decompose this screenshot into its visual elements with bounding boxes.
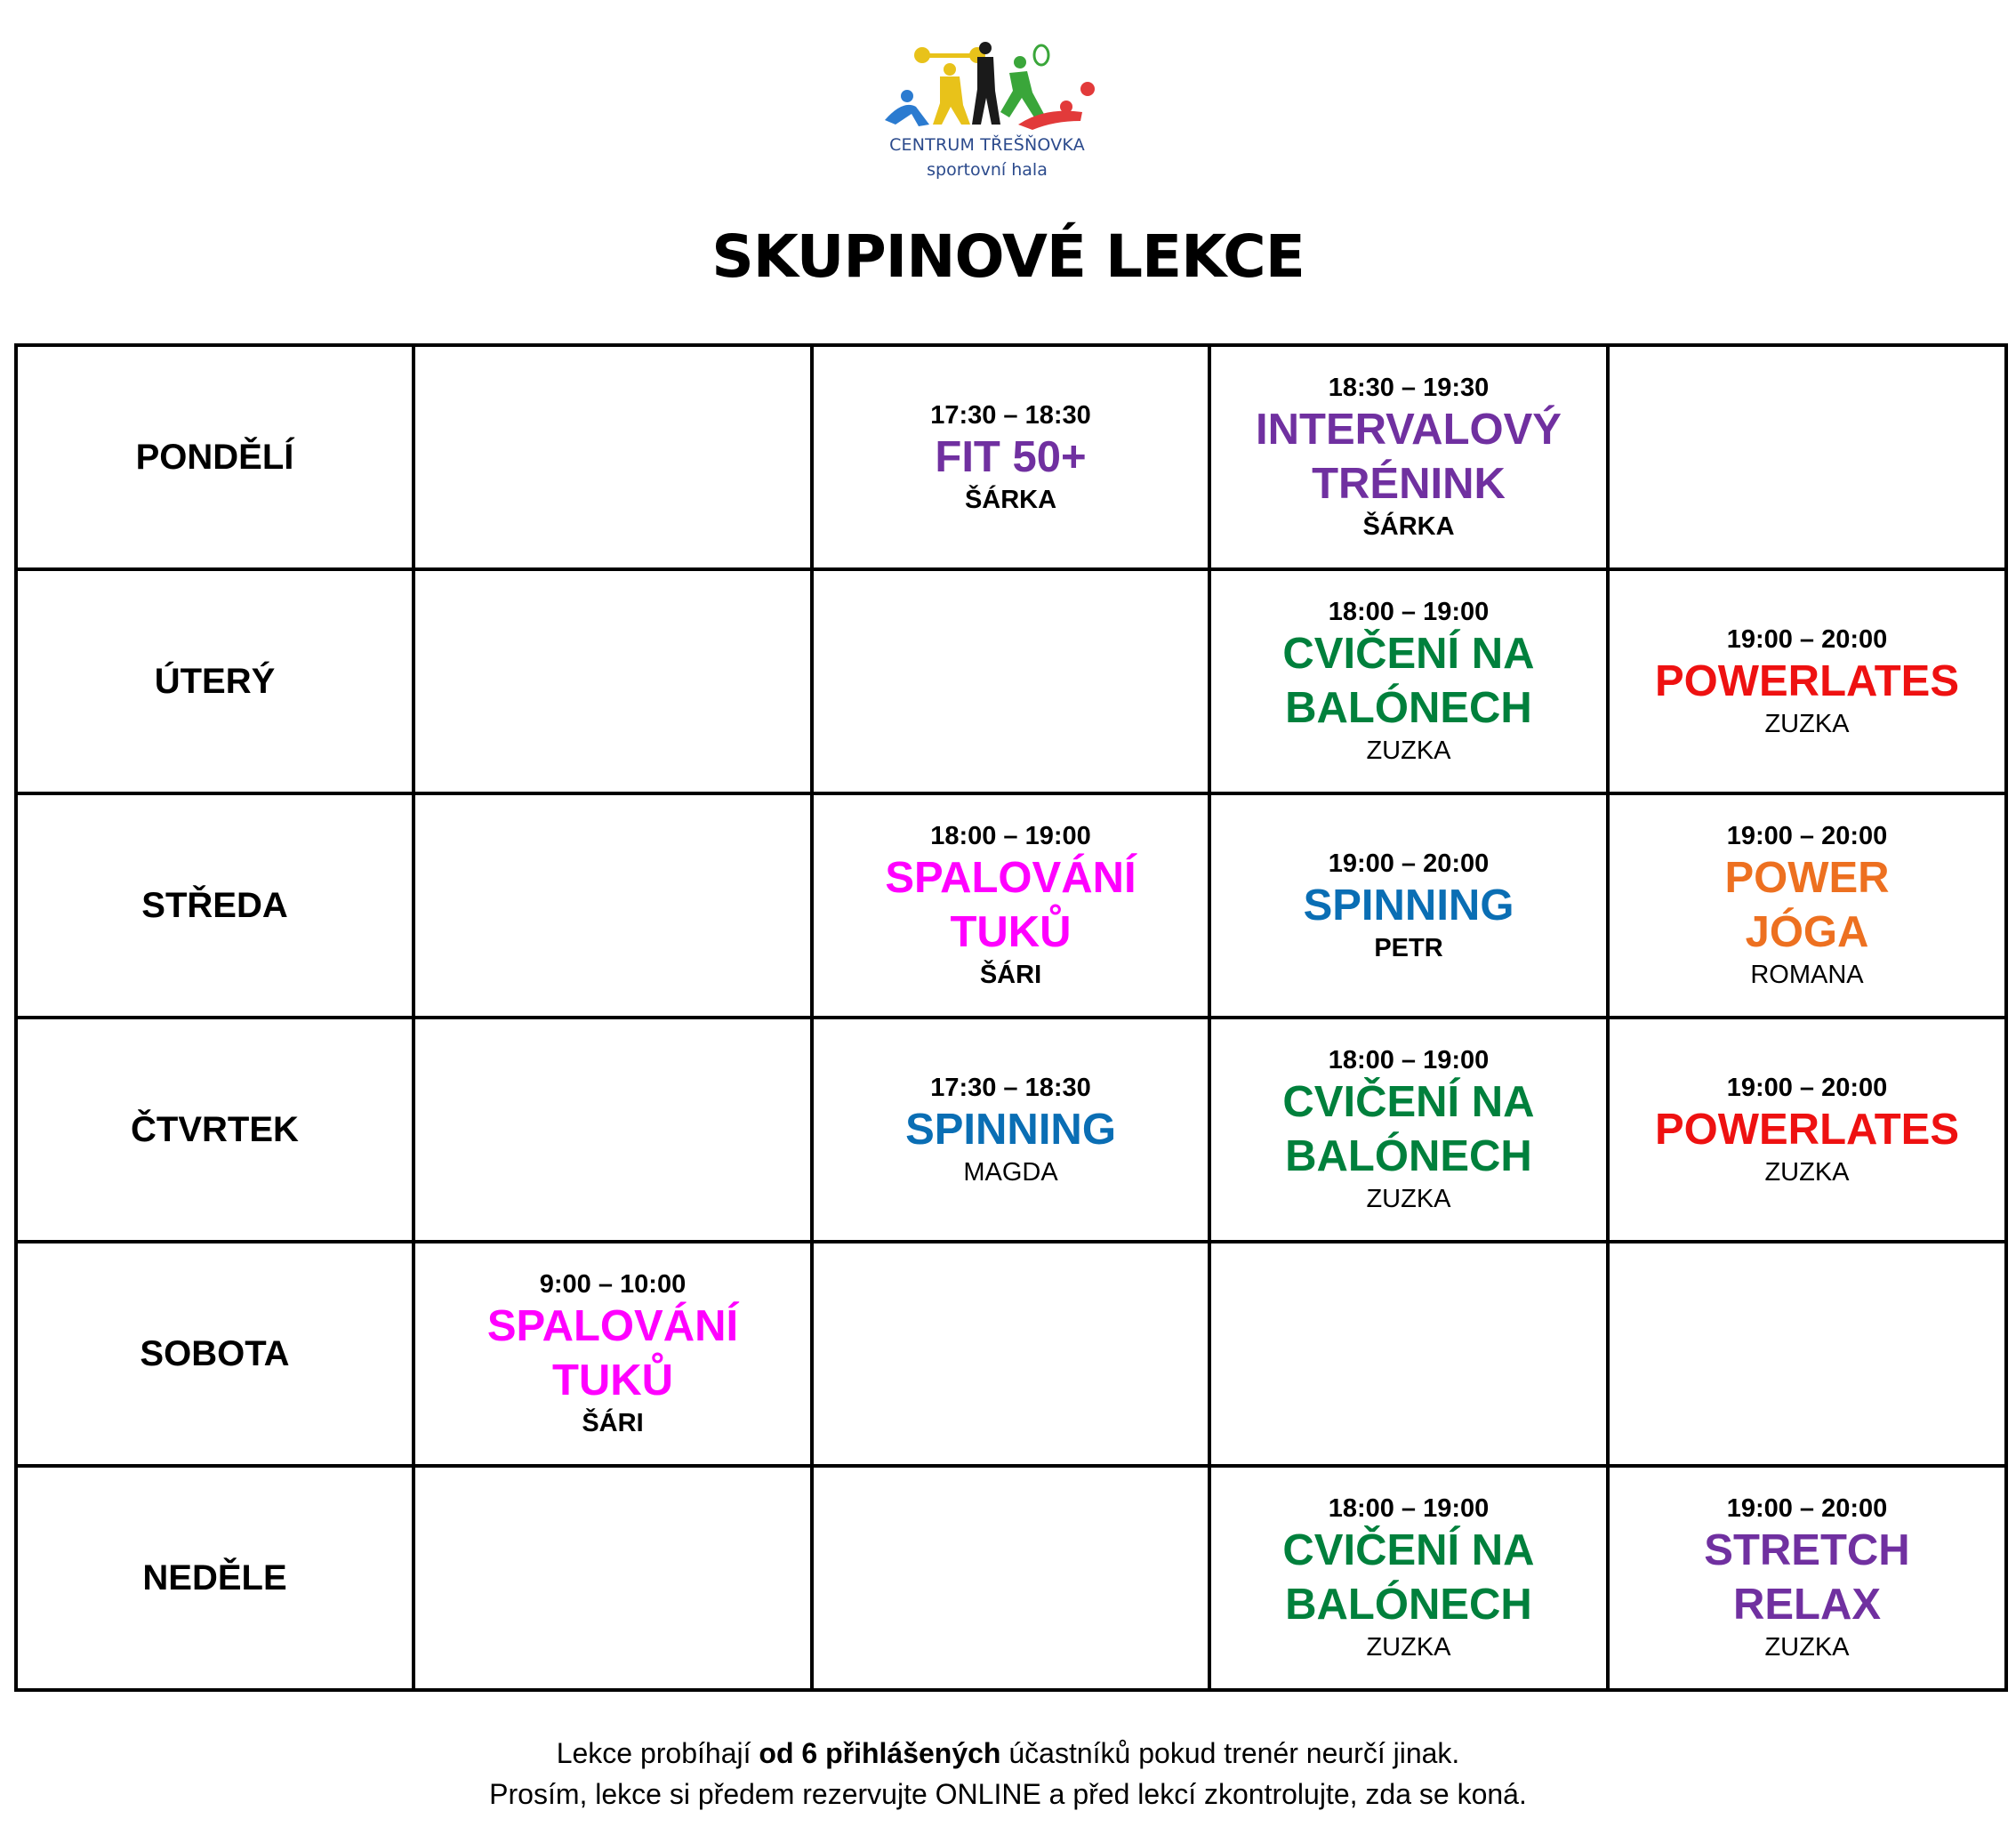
day-label: PONDĚLÍ bbox=[16, 345, 414, 569]
day-label: NEDĚLE bbox=[16, 1466, 414, 1690]
lesson-name: SPALOVÁNÍ bbox=[486, 1302, 739, 1350]
lesson-name: CVIČENÍ NA bbox=[1282, 1078, 1535, 1126]
schedule-row bbox=[16, 1466, 2006, 1690]
lesson-trainer: MAGDA bbox=[963, 1157, 1058, 1187]
lesson-name: BALÓNECH bbox=[1285, 684, 1532, 732]
lesson-name: SPALOVÁNÍ bbox=[885, 854, 1137, 902]
page-title: SKUPINOVÉ LEKCE bbox=[711, 222, 1305, 291]
footer-line-2: Prosím, lekce si předem rezervujte ONLINE a před lekcí zkontrolujte, zda se koná. bbox=[489, 1778, 1527, 1810]
lesson-name: POWER bbox=[1724, 854, 1890, 902]
lesson-trainer: ZUZKA bbox=[1764, 1633, 1850, 1662]
empty-slot bbox=[1608, 1242, 2006, 1466]
lesson-cell bbox=[1209, 1018, 1608, 1242]
schedule-row bbox=[16, 569, 2006, 793]
day-label: ČTVRTEK bbox=[16, 1018, 414, 1242]
lesson-name: RELAX bbox=[1732, 1581, 1882, 1629]
empty-slot bbox=[414, 345, 812, 569]
day-label: STŘEDA bbox=[16, 793, 414, 1018]
empty-slot bbox=[414, 1018, 812, 1242]
lesson-time: 19:00 – 20:00 bbox=[1726, 1494, 1888, 1523]
lesson-cell bbox=[1209, 569, 1608, 793]
lesson-time: 19:00 – 20:00 bbox=[1726, 822, 1888, 850]
lesson-cell bbox=[1608, 1466, 2006, 1690]
lesson-cell bbox=[1608, 793, 2006, 1018]
lesson-time: 9:00 – 10:00 bbox=[539, 1270, 687, 1299]
lesson-trainer: PETR bbox=[1374, 933, 1443, 962]
lesson-cell bbox=[414, 1242, 812, 1466]
lesson-cell bbox=[812, 1018, 1209, 1242]
lesson-cell bbox=[1608, 569, 2006, 793]
empty-slot bbox=[812, 569, 1209, 793]
empty-slot bbox=[1209, 1242, 1608, 1466]
athletes-logo-icon bbox=[876, 36, 1098, 135]
lesson-time: 18:00 – 19:00 bbox=[1328, 1494, 1490, 1523]
lesson-name: FIT 50+ bbox=[935, 432, 1087, 481]
lesson-trainer: ZUZKA bbox=[1366, 1185, 1451, 1213]
schedule-table bbox=[14, 343, 2008, 1692]
empty-slot bbox=[812, 1242, 1209, 1466]
lesson-name: SPINNING bbox=[1303, 881, 1514, 930]
lesson-name: POWERLATES bbox=[1654, 1105, 1960, 1154]
lesson-time: 18:00 – 19:00 bbox=[1328, 1046, 1490, 1074]
lesson-name: INTERVALOVÝ bbox=[1256, 406, 1562, 454]
schedule-row bbox=[16, 345, 2006, 569]
lesson-time: 17:30 – 18:30 bbox=[930, 400, 1091, 430]
lesson-cell bbox=[812, 345, 1209, 569]
lesson-time: 18:30 – 19:30 bbox=[1328, 374, 1490, 402]
lesson-time: 19:00 – 20:00 bbox=[1726, 1073, 1888, 1102]
lesson-trainer: ŠÁRKA bbox=[964, 485, 1057, 514]
schedule-row bbox=[16, 1242, 2006, 1466]
lesson-name: STRETCH bbox=[1704, 1526, 1910, 1574]
lesson-name: CVIČENÍ NA bbox=[1282, 630, 1535, 678]
lesson-cell bbox=[1608, 1018, 2006, 1242]
lesson-name: TRÉNINK bbox=[1312, 460, 1506, 508]
lesson-name: POWERLATES bbox=[1654, 656, 1960, 705]
lesson-trainer: ŠÁRKA bbox=[1362, 512, 1455, 541]
lesson-cell bbox=[1209, 793, 1608, 1018]
empty-slot bbox=[414, 793, 812, 1018]
empty-slot bbox=[414, 569, 812, 793]
logo-subtitle: sportovní hala bbox=[927, 160, 1048, 180]
day-label: ÚTERÝ bbox=[16, 569, 414, 793]
schedule-row bbox=[16, 1018, 2006, 1242]
lesson-trainer: ROMANA bbox=[1750, 961, 1864, 989]
empty-slot bbox=[1608, 345, 2006, 569]
schedule-row bbox=[16, 793, 2006, 1018]
empty-slot bbox=[414, 1466, 812, 1690]
lesson-name: SPINNING bbox=[905, 1105, 1116, 1154]
lesson-name: BALÓNECH bbox=[1285, 1132, 1532, 1180]
lesson-trainer: ZUZKA bbox=[1366, 1633, 1451, 1662]
lesson-name: JÓGA bbox=[1745, 908, 1869, 956]
lesson-time: 19:00 – 20:00 bbox=[1328, 849, 1490, 878]
lesson-name: TUKŮ bbox=[950, 908, 1072, 956]
lesson-cell bbox=[812, 793, 1209, 1018]
footer-line-1: Lekce probíhají od 6 přihlášených účastníků pokud trenér neurčí jinak. bbox=[556, 1737, 1460, 1769]
lesson-cell bbox=[1209, 1466, 1608, 1690]
lesson-trainer: ZUZKA bbox=[1366, 736, 1451, 765]
day-label: SOBOTA bbox=[16, 1242, 414, 1466]
lesson-trainer: ŠÁRI bbox=[582, 1409, 644, 1437]
lesson-trainer: ŠÁRI bbox=[979, 961, 1042, 989]
lesson-trainer: ZUZKA bbox=[1764, 709, 1850, 738]
lesson-time: 18:00 – 19:00 bbox=[1328, 598, 1490, 626]
lesson-trainer: ZUZKA bbox=[1764, 1157, 1850, 1187]
logo bbox=[876, 36, 1134, 196]
lesson-time: 17:30 – 18:30 bbox=[930, 1073, 1091, 1102]
lesson-time: 18:00 – 19:00 bbox=[930, 822, 1091, 850]
lesson-name: BALÓNECH bbox=[1285, 1581, 1532, 1629]
footer-note bbox=[0, 1733, 2016, 1815]
lesson-cell bbox=[1209, 345, 1608, 569]
lesson-time: 19:00 – 20:00 bbox=[1726, 624, 1888, 654]
lesson-name: CVIČENÍ NA bbox=[1282, 1526, 1535, 1574]
empty-slot bbox=[812, 1466, 1209, 1690]
lesson-name: TUKŮ bbox=[551, 1356, 674, 1404]
logo-name: CENTRUM TŘEŠŇOVKA bbox=[889, 135, 1085, 155]
